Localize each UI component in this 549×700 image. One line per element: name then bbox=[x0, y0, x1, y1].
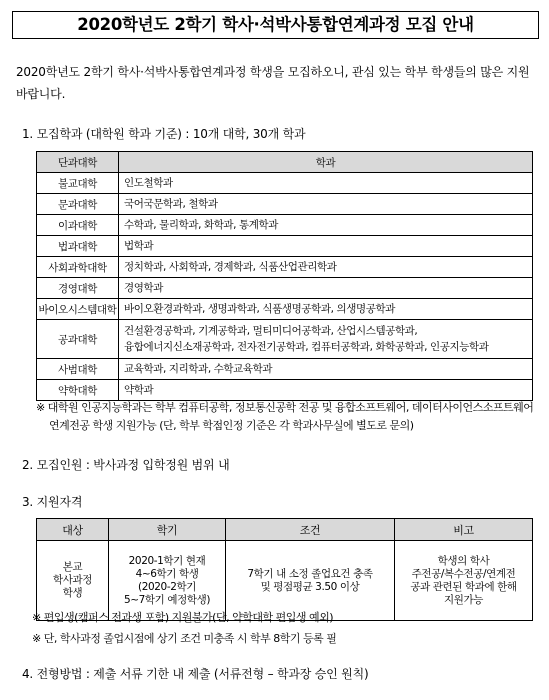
college-cell: 경영대학 bbox=[37, 278, 119, 299]
section4-heading: 4. 전형방법 : 제출 서류 기한 내 제출 (서류전형 – 학과장 승인 원칙) bbox=[22, 667, 369, 681]
department-line: 약학과 bbox=[124, 384, 154, 396]
target-line: 본교 bbox=[62, 561, 83, 573]
target-line: 학생 bbox=[62, 587, 83, 599]
college-cell: 공과대학 bbox=[37, 320, 119, 359]
semester-line: 2020-1학기 현재 bbox=[128, 554, 206, 567]
section1-heading: 1. 모집학과 (대학원 학과 기준) : 10개 대학, 30개 학과 bbox=[22, 127, 306, 141]
section2-heading: 2. 모집인원 : 박사과정 입학정원 범위 내 bbox=[22, 458, 230, 472]
departments-cell bbox=[119, 278, 533, 299]
college-cell: 사회과학대학 bbox=[37, 257, 119, 278]
department-line: 건설환경공학과, 기계공학과, 멀티미디어공학과, 산업시스템공학과, bbox=[124, 325, 418, 337]
cell-remark bbox=[395, 541, 533, 621]
departments-cell bbox=[119, 215, 533, 236]
department-table-row bbox=[37, 278, 533, 299]
departments-cell bbox=[119, 359, 533, 380]
college-cell: 이과대학 bbox=[37, 215, 119, 236]
remark-line: 공과 관련된 학과에 한해 bbox=[410, 580, 517, 593]
departments-cell bbox=[119, 194, 533, 215]
condition-line: 7학기 내 소정 졸업요건 충족 bbox=[247, 567, 373, 580]
header-remark: 비고 bbox=[395, 519, 533, 541]
departments-cell bbox=[119, 380, 533, 401]
header-semester: 학기 bbox=[109, 519, 226, 541]
department-table-row bbox=[37, 173, 533, 194]
departments-cell bbox=[119, 299, 533, 320]
section3-note2: ※ 단, 학사과정 졸업시점에 상기 조건 미충족 시 학부 8학기 등록 필 bbox=[32, 632, 337, 645]
department-table-row bbox=[37, 299, 533, 320]
eligibility-table bbox=[36, 518, 533, 621]
remark-line: 주전공/복수전공/연계전 bbox=[411, 567, 516, 580]
department-table-row bbox=[37, 380, 533, 401]
section1-note-line2: 연계전공 학생 지원가능 (단, 학부 학점인정 기준은 각 학과사무실에 별도로 문의) bbox=[49, 419, 414, 432]
section1-note-line1: ※ 대학원 인공지능학과는 학부 컴퓨터공학, 정보통신공학 전공 및 융합소프트웨어, 데이터사이언스소프트웨어 bbox=[36, 401, 534, 414]
header-college: 단과대학 bbox=[37, 152, 119, 173]
college-cell: 사범대학 bbox=[37, 359, 119, 380]
department-line: 정치학과, 사회학과, 경제학과, 식품산업관리학과 bbox=[124, 261, 337, 273]
department-table bbox=[36, 151, 533, 401]
department-line: 경영학과 bbox=[124, 282, 163, 294]
college-cell: 약학대학 bbox=[37, 380, 119, 401]
semester-line: 5~7학기 예정학생) bbox=[123, 593, 211, 606]
header-target: 대상 bbox=[37, 519, 109, 541]
semester-line: 4~6학기 학생 bbox=[135, 567, 199, 580]
section3-heading: 3. 지원자격 bbox=[22, 495, 83, 509]
department-line: 국어국문학과, 철학과 bbox=[124, 198, 218, 210]
page-title: 2020학년도 2학기 학사·석박사통합연계과정 모집 안내 bbox=[12, 11, 539, 39]
department-table-row bbox=[37, 215, 533, 236]
department-table-row bbox=[37, 194, 533, 215]
department-line: 융합에너지신소재공학과, 전자전기공학과, 컴퓨터공학과, 화학공학과, 인공지능학과 bbox=[124, 341, 489, 353]
department-table-row bbox=[37, 359, 533, 380]
college-cell: 법과대학 bbox=[37, 236, 119, 257]
department-line: 교육학과, 지리학과, 수학교육학과 bbox=[124, 363, 273, 375]
college-cell: 바이오시스템대학 bbox=[37, 299, 119, 320]
department-table-row bbox=[37, 257, 533, 278]
department-table-row bbox=[37, 236, 533, 257]
college-cell: 문과대학 bbox=[37, 194, 119, 215]
remark-line: 학생의 학사 bbox=[437, 554, 490, 567]
department-table-header bbox=[37, 152, 533, 173]
department-line: 법학과 bbox=[124, 240, 154, 252]
department-line: 수학과, 물리학과, 화학과, 통계학과 bbox=[124, 219, 279, 231]
department-table-row bbox=[37, 320, 533, 359]
section3-note1: ※ 편입생(캠퍼스 전과생 포함) 지원불가(단, 약학대학 편입생 예외) bbox=[32, 611, 334, 624]
department-table-body bbox=[37, 173, 533, 401]
departments-cell bbox=[119, 257, 533, 278]
remark-line: 지원가능 bbox=[444, 593, 483, 606]
department-line: 인도철학과 bbox=[124, 177, 173, 189]
header-condition: 조건 bbox=[226, 519, 395, 541]
target-line: 학사과정 bbox=[53, 574, 92, 586]
departments-cell bbox=[119, 173, 533, 194]
departments-cell bbox=[119, 236, 533, 257]
condition-line: 및 평점평균 3.50 이상 bbox=[260, 580, 360, 593]
eligibility-table-header bbox=[37, 519, 533, 541]
college-cell: 불교대학 bbox=[37, 173, 119, 194]
departments-cell bbox=[119, 320, 533, 359]
header-department: 학과 bbox=[119, 152, 533, 173]
department-line: 바이오환경과학과, 생명과학과, 식품생명공학과, 의생명공학과 bbox=[124, 303, 395, 315]
intro-paragraph: 2020학년도 2학기 학사·석박사통합연계과정 학생을 모집하오니, 관심 있는 학부 학생들의 많은 지원바랍니다. bbox=[16, 65, 530, 101]
semester-line: (2020-2학기 bbox=[138, 580, 196, 593]
